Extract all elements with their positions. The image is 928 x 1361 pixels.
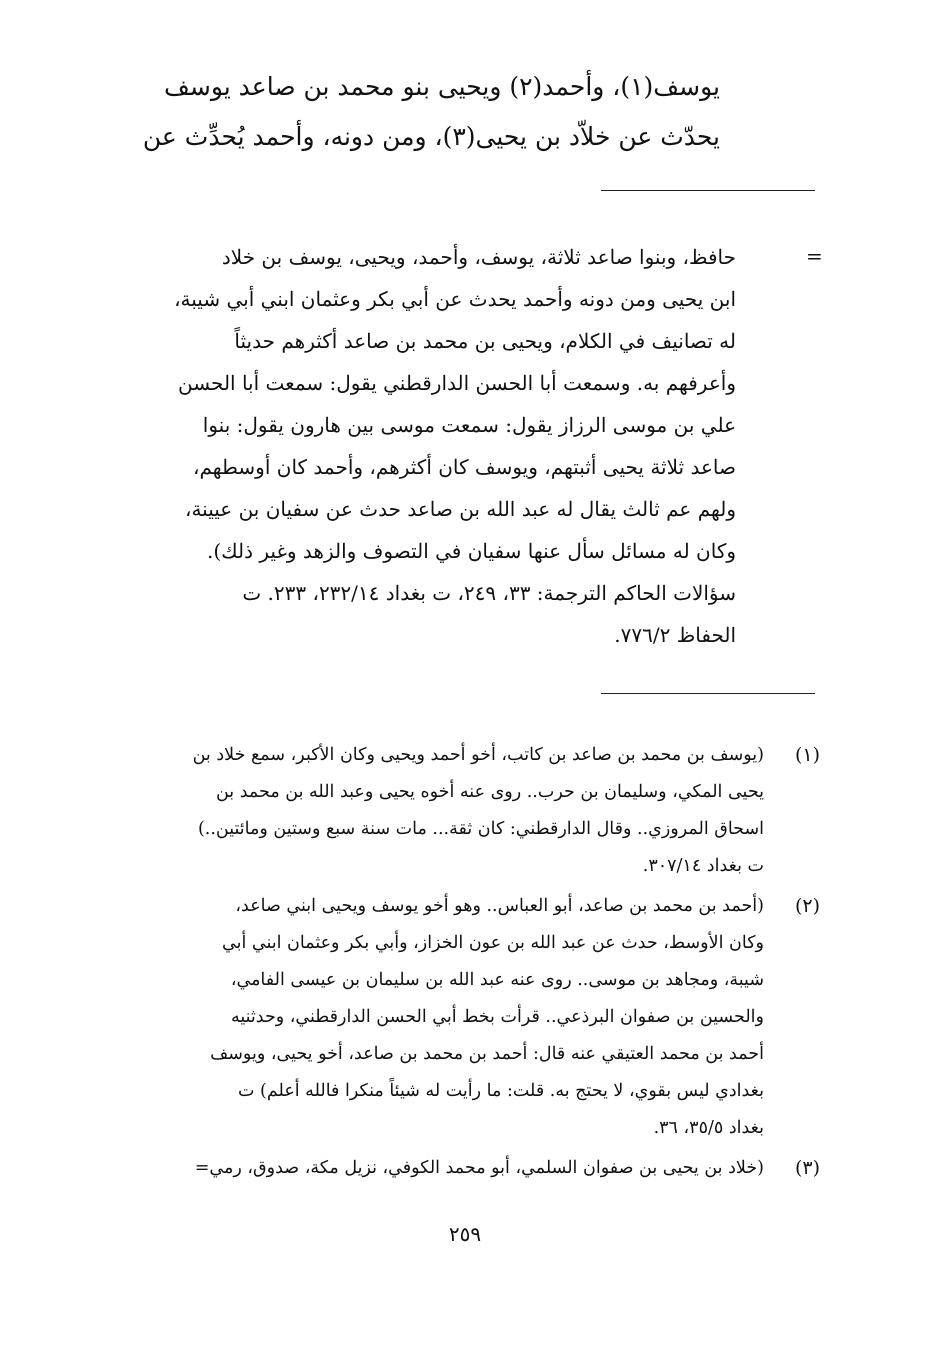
footnote-body	[100, 1150, 764, 1187]
continued-line: علي بن موسى الرزاز يقول: سمعت موسى بين هارون يقول: بنوا	[202, 413, 736, 437]
footnote-body	[100, 737, 764, 885]
continued-footnote	[100, 236, 736, 656]
continuation-marker: =	[806, 244, 823, 268]
footnote-line: ت بغداد ٣٠٧/١٤.	[642, 856, 764, 876]
footnote-line: (أحمد بن محمد بن صاعد، أبو العباس.. وهو أخو يوسف ويحيى ابني صاعد،	[235, 896, 764, 916]
continued-line: صاعد ثلاثة يحيى أثبتهم، ويوسف كان أكثرهم، وأحمد كان أوسطهم،	[193, 455, 736, 479]
continued-line: حافظ، وبنوا صاعد ثلاثة، يوسف، وأحمد، ويحيى، يوسف بن خلاد	[221, 245, 736, 269]
continued-line: سؤالات الحاكم الترجمة: ٣٣، ٢٤٩، ت بغداد ٢٣٢/١٤، ٢٣٣. ت	[242, 581, 736, 605]
footnote-line: بغداد ٣٥/٥، ٣٦.	[653, 1118, 764, 1138]
footnote-number: (٢)	[794, 895, 820, 917]
separator-rule	[601, 190, 815, 191]
continued-line: ابن يحيى ومن دونه وأحمد يحدث عن أبي بكر وعثمان ابني أبي شيبة،	[174, 287, 736, 311]
footnote-line: والحسين بن صفوان البرذعي.. قرأت بخط أبي الحسن الدارقطني، وحدثنيه	[230, 1007, 764, 1027]
continued-line: الحفاظ ٧٧٦/٢.	[614, 623, 736, 647]
continued-line: وأعرفهم به. وسمعت أبا الحسن الدارقطني يقول: سمعت أبا الحسن	[177, 371, 736, 395]
continued-line: ولهم عم ثالث يقال له عبد الله بن صاعد حدث عن سفيان بن عيينة،	[185, 497, 736, 521]
footnote-line: اسحاق المروزي.. وقال الدارقطني: كان ثقة... مات سنة سبع وستين ومائتين..)	[197, 819, 764, 839]
footnote-body	[100, 888, 764, 1147]
footnote-line: يحيى المكي، وسليمان بن حرب.. روى عنه أخوه يحيى وعبد الله بن محمد بن	[215, 782, 764, 802]
footnote-line: (يوسف بن محمد بن صاعد بن كاتب، أخو أحمد ويحيى وكان الأكبر، سمع خلاد بن	[192, 745, 764, 765]
footnote-line: وكان الأوسط، حدث عن عبد الله بن عون الخزاز، وأبي بكر وعثمان ابني أبي	[221, 933, 764, 953]
main-text	[100, 62, 720, 162]
footnote-number: (٣)	[794, 1157, 820, 1179]
continued-line: له تصانيف في الكلام، ويحيى بن محمد بن صاعد أكثرهم حديثاً	[234, 329, 736, 353]
footnote-number: (١)	[794, 744, 820, 766]
main-line: يوسف(١)، وأحمد(٢) ويحيى بنو محمد بن صاعد يوسف	[164, 72, 720, 101]
footnote-line: شيبة، ومجاهد بن موسى.. روى عنه عبد الله بن سليمان بن عيسى الفامي،	[230, 970, 764, 990]
separator-rule	[601, 693, 815, 694]
footnote-line: أحمد بن محمد العتيقي عنه قال: أحمد بن محمد بن صاعد، أخو يحيى، ويوسف	[210, 1044, 764, 1064]
main-line: يحدّث عن خلاّد بن يحيى(٣)، ومن دونه، وأحمد يُحدِّث عن	[142, 122, 720, 151]
footnote-line: (خلاد بن يحيى بن صفوان السلمي، أبو محمد الكوفي، نزيل مكة، صدوق، رمي=	[194, 1158, 764, 1178]
footnote-line: بغدادي ليس بقوي، لا يحتج به. قلت: ما رأيت له شيئاً منكرا فالله أعلم) ت	[238, 1081, 764, 1101]
continued-line: وكان له مسائل سأل عنها سفيان في التصوف والزهد وغير ذلك).	[207, 539, 736, 563]
page-number: ٢٥٩	[448, 1222, 482, 1246]
